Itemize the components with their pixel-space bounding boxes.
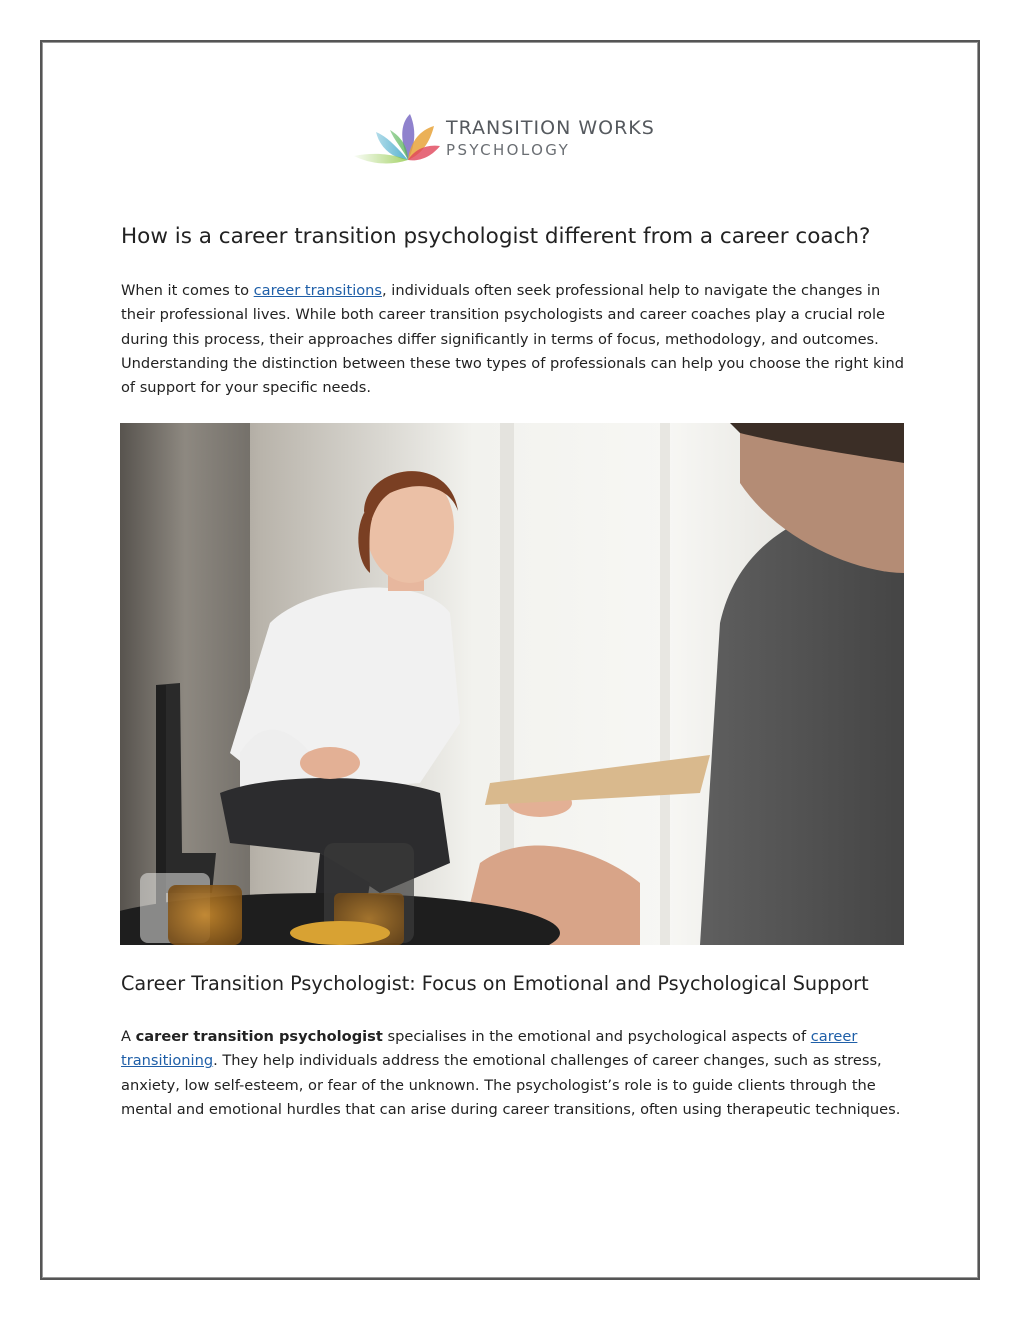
petal-logo-icon xyxy=(350,110,446,166)
section-middle: specialises in the emotional and psychological aspects of xyxy=(382,1028,811,1045)
logo-wordmark xyxy=(446,116,655,159)
section-suffix: . They help individuals address the emotional challenges of career changes, such as stress, anxiety, low self-esteem, or fear of the unknown. The psychologist’s role is to guide clients through the mental and emotional hurdles that can arise during career transitions, often using therapeutic techniques. xyxy=(121,1052,901,1118)
section-bold-term: career transition psychologist xyxy=(135,1028,383,1045)
career-transitioning-link[interactable]: career transitioning xyxy=(121,1028,858,1070)
section-heading: Career Transition Psychologist: Focus on Emotional and Psychological Support xyxy=(121,972,869,995)
section-paragraph xyxy=(121,1025,911,1122)
company-logo[interactable] xyxy=(350,110,680,166)
intro-paragraph xyxy=(121,279,911,400)
section-prefix: A xyxy=(121,1028,136,1045)
logo-title: TRANSITION WORKS xyxy=(446,116,655,139)
career-transitions-link[interactable]: career transitions xyxy=(253,282,383,299)
intro-suffix: , individuals often seek professional help to navigate the changes in their professional lives. While both career transition psychologists and career coaches play a crucial role during this process, their approaches differ significantly in terms of focus, methodology, and outcomes. Understanding the distinction between these two types of professionals can help you choose the right kind of support for your specific needs. xyxy=(121,282,905,397)
article-title: How is a career transition psychologist different from a career coach? xyxy=(121,224,871,249)
logo-subtitle: PSYCHOLOGY xyxy=(446,140,571,159)
counselling-session-photo xyxy=(120,423,904,945)
intro-prefix: When it comes to xyxy=(121,282,254,299)
